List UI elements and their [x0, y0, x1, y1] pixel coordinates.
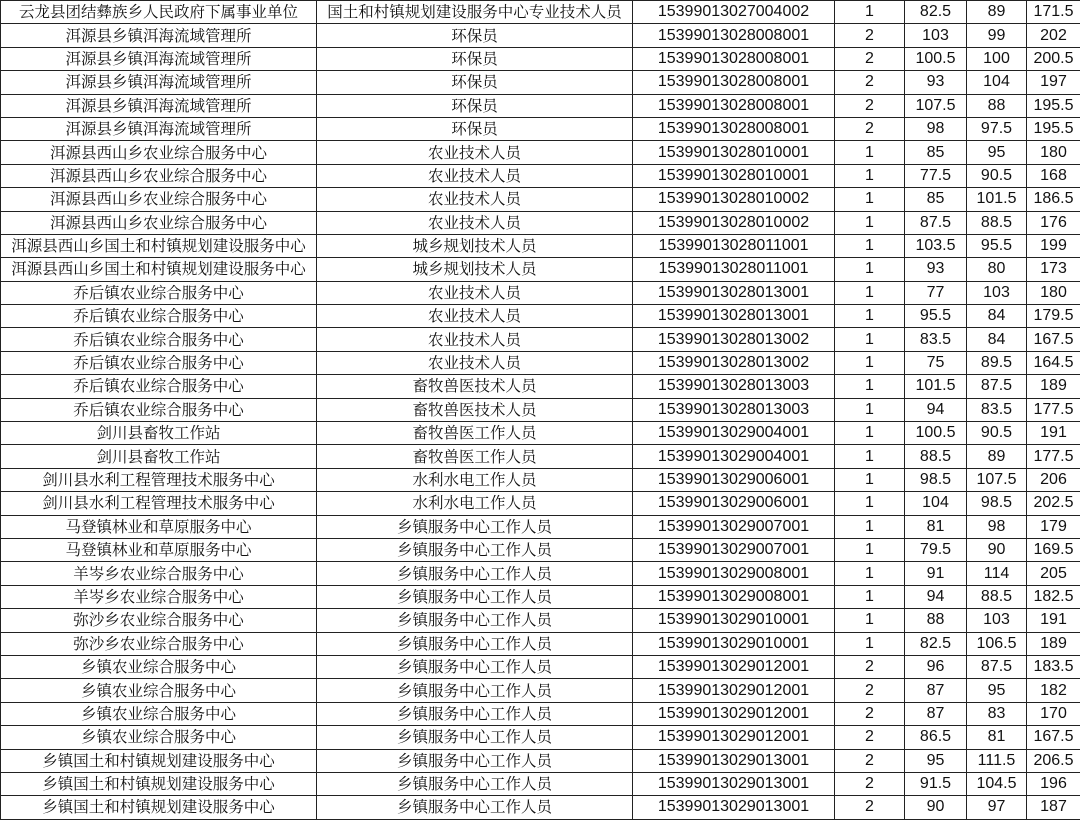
hire-count-cell: 1: [835, 538, 905, 561]
position-code-cell: 15399013029012001: [633, 702, 835, 725]
hire-count-cell: 1: [835, 258, 905, 281]
position-code-cell: 15399013028008001: [633, 94, 835, 117]
hire-count-cell: 1: [835, 188, 905, 211]
position-code-cell: 15399013028010001: [633, 164, 835, 187]
score-2-cell: 100: [967, 47, 1027, 70]
unit-name-cell: 洱源县乡镇洱海流域管理所: [1, 24, 317, 47]
total-score-cell: 196: [1027, 772, 1080, 795]
score-1-cell: 85: [905, 141, 967, 164]
table-row: [1, 47, 1080, 70]
unit-name-cell: 乡镇国土和村镇规划建设服务中心: [1, 796, 317, 819]
score-2-cell: 106.5: [967, 632, 1027, 655]
score-2-cell: 90.5: [967, 422, 1027, 445]
position-name-cell: 乡镇服务中心工作人员: [317, 562, 633, 585]
position-name-cell: 乡镇服务中心工作人员: [317, 679, 633, 702]
unit-name-cell: 乔后镇农业综合服务中心: [1, 398, 317, 421]
position-name-cell: 农业技术人员: [317, 164, 633, 187]
hire-count-cell: 1: [835, 445, 905, 468]
table-row: [1, 141, 1080, 164]
score-2-cell: 97: [967, 796, 1027, 819]
position-code-cell: 15399013028008001: [633, 71, 835, 94]
score-2-cell: 103: [967, 281, 1027, 304]
score-1-cell: 94: [905, 585, 967, 608]
table-row: [1, 562, 1080, 585]
score-2-cell: 90.5: [967, 164, 1027, 187]
score-1-cell: 95.5: [905, 305, 967, 328]
position-code-cell: 15399013028008001: [633, 24, 835, 47]
total-score-cell: 189: [1027, 632, 1080, 655]
position-name-cell: 乡镇服务中心工作人员: [317, 585, 633, 608]
total-score-cell: 182.5: [1027, 585, 1080, 608]
score-2-cell: 98.5: [967, 492, 1027, 515]
hire-count-cell: 1: [835, 515, 905, 538]
score-1-cell: 87.5: [905, 211, 967, 234]
position-code-cell: 15399013029010001: [633, 609, 835, 632]
unit-name-cell: 洱源县乡镇洱海流域管理所: [1, 94, 317, 117]
total-score-cell: 177.5: [1027, 445, 1080, 468]
position-code-cell: 15399013028011001: [633, 258, 835, 281]
table-row: [1, 398, 1080, 421]
score-1-cell: 96: [905, 655, 967, 678]
score-2-cell: 89: [967, 1, 1027, 24]
total-score-cell: 169.5: [1027, 538, 1080, 561]
unit-name-cell: 乔后镇农业综合服务中心: [1, 375, 317, 398]
total-score-cell: 167.5: [1027, 328, 1080, 351]
total-score-cell: 189: [1027, 375, 1080, 398]
position-code-cell: 15399013028011001: [633, 234, 835, 257]
hire-count-cell: 1: [835, 141, 905, 164]
total-score-cell: 180: [1027, 141, 1080, 164]
table-row: [1, 609, 1080, 632]
total-score-cell: 183.5: [1027, 655, 1080, 678]
hire-count-cell: 1: [835, 281, 905, 304]
hire-count-cell: 2: [835, 796, 905, 819]
position-name-cell: 城乡规划技术人员: [317, 258, 633, 281]
score-1-cell: 88: [905, 609, 967, 632]
table-row: [1, 772, 1080, 795]
unit-name-cell: 弥沙乡农业综合服务中心: [1, 609, 317, 632]
total-score-cell: 191: [1027, 422, 1080, 445]
score-1-cell: 103.5: [905, 234, 967, 257]
table-row: [1, 328, 1080, 351]
score-1-cell: 86.5: [905, 726, 967, 749]
unit-name-cell: 洱源县西山乡国土和村镇规划建设服务中心: [1, 258, 317, 281]
unit-name-cell: 羊岑乡农业综合服务中心: [1, 585, 317, 608]
score-2-cell: 98: [967, 515, 1027, 538]
table-row: [1, 375, 1080, 398]
position-name-cell: 畜牧兽医工作人员: [317, 422, 633, 445]
total-score-cell: 206: [1027, 468, 1080, 491]
total-score-cell: 182: [1027, 679, 1080, 702]
position-code-cell: 15399013028010002: [633, 211, 835, 234]
score-1-cell: 81: [905, 515, 967, 538]
total-score-cell: 176: [1027, 211, 1080, 234]
unit-name-cell: 乔后镇农业综合服务中心: [1, 305, 317, 328]
hire-count-cell: 1: [835, 562, 905, 585]
hire-count-cell: 1: [835, 305, 905, 328]
unit-name-cell: 乔后镇农业综合服务中心: [1, 328, 317, 351]
position-code-cell: 15399013029012001: [633, 679, 835, 702]
position-name-cell: 乡镇服务中心工作人员: [317, 609, 633, 632]
position-code-cell: 15399013029007001: [633, 538, 835, 561]
position-code-cell: 15399013029008001: [633, 562, 835, 585]
position-code-cell: 15399013029010001: [633, 632, 835, 655]
score-1-cell: 82.5: [905, 1, 967, 24]
score-2-cell: 87.5: [967, 375, 1027, 398]
position-code-cell: 15399013029007001: [633, 515, 835, 538]
score-1-cell: 103: [905, 24, 967, 47]
unit-name-cell: 洱源县西山乡农业综合服务中心: [1, 188, 317, 211]
position-name-cell: 乡镇服务中心工作人员: [317, 515, 633, 538]
table-row: [1, 422, 1080, 445]
position-name-cell: 畜牧兽医工作人员: [317, 445, 633, 468]
position-code-cell: 15399013028008001: [633, 117, 835, 140]
hire-count-cell: 2: [835, 655, 905, 678]
position-code-cell: 15399013028013002: [633, 328, 835, 351]
table-row: [1, 351, 1080, 374]
score-2-cell: 88: [967, 94, 1027, 117]
score-2-cell: 99: [967, 24, 1027, 47]
position-code-cell: 15399013029006001: [633, 492, 835, 515]
score-1-cell: 101.5: [905, 375, 967, 398]
position-code-cell: 15399013029012001: [633, 655, 835, 678]
hire-count-cell: 2: [835, 24, 905, 47]
score-1-cell: 91: [905, 562, 967, 585]
position-name-cell: 畜牧兽医技术人员: [317, 375, 633, 398]
score-2-cell: 90: [967, 538, 1027, 561]
score-1-cell: 100.5: [905, 47, 967, 70]
unit-name-cell: 云龙县团结彝族乡人民政府下属事业单位: [1, 1, 317, 24]
total-score-cell: 170: [1027, 702, 1080, 725]
unit-name-cell: 洱源县西山乡农业综合服务中心: [1, 211, 317, 234]
score-1-cell: 95: [905, 749, 967, 772]
position-name-cell: 农业技术人员: [317, 188, 633, 211]
position-name-cell: 水利水电工作人员: [317, 468, 633, 491]
score-2-cell: 95: [967, 141, 1027, 164]
unit-name-cell: 乡镇国土和村镇规划建设服务中心: [1, 749, 317, 772]
hire-count-cell: 1: [835, 609, 905, 632]
position-code-cell: 15399013028013002: [633, 351, 835, 374]
total-score-cell: 195.5: [1027, 117, 1080, 140]
position-name-cell: 乡镇服务中心工作人员: [317, 726, 633, 749]
total-score-cell: 171.5: [1027, 1, 1080, 24]
hire-count-cell: 1: [835, 164, 905, 187]
total-score-cell: 177.5: [1027, 398, 1080, 421]
score-2-cell: 87.5: [967, 655, 1027, 678]
unit-name-cell: 剑川县畜牧工作站: [1, 445, 317, 468]
hire-count-cell: 1: [835, 211, 905, 234]
position-name-cell: 乡镇服务中心工作人员: [317, 538, 633, 561]
unit-name-cell: 乔后镇农业综合服务中心: [1, 281, 317, 304]
score-1-cell: 98.5: [905, 468, 967, 491]
hire-count-cell: 2: [835, 71, 905, 94]
table-row: [1, 796, 1080, 819]
position-code-cell: 15399013029004001: [633, 445, 835, 468]
position-name-cell: 农业技术人员: [317, 281, 633, 304]
unit-name-cell: 乡镇农业综合服务中心: [1, 726, 317, 749]
score-1-cell: 90: [905, 796, 967, 819]
hire-count-cell: 1: [835, 234, 905, 257]
total-score-cell: 199: [1027, 234, 1080, 257]
score-2-cell: 114: [967, 562, 1027, 585]
position-code-cell: 15399013028013003: [633, 398, 835, 421]
position-code-cell: 15399013028013003: [633, 375, 835, 398]
score-2-cell: 97.5: [967, 117, 1027, 140]
score-2-cell: 84: [967, 305, 1027, 328]
unit-name-cell: 洱源县西山乡农业综合服务中心: [1, 164, 317, 187]
position-name-cell: 农业技术人员: [317, 351, 633, 374]
total-score-cell: 180: [1027, 281, 1080, 304]
score-2-cell: 83.5: [967, 398, 1027, 421]
unit-name-cell: 剑川县水利工程管理技术服务中心: [1, 492, 317, 515]
score-2-cell: 88.5: [967, 211, 1027, 234]
position-name-cell: 乡镇服务中心工作人员: [317, 655, 633, 678]
table-row: [1, 679, 1080, 702]
total-score-cell: 202: [1027, 24, 1080, 47]
score-1-cell: 93: [905, 258, 967, 281]
table-row: [1, 234, 1080, 257]
score-1-cell: 82.5: [905, 632, 967, 655]
score-1-cell: 88.5: [905, 445, 967, 468]
table-row: [1, 538, 1080, 561]
table-row: [1, 94, 1080, 117]
position-code-cell: 15399013028010001: [633, 141, 835, 164]
total-score-cell: 179.5: [1027, 305, 1080, 328]
hire-count-cell: 1: [835, 375, 905, 398]
unit-name-cell: 乔后镇农业综合服务中心: [1, 351, 317, 374]
hire-count-cell: 1: [835, 328, 905, 351]
position-name-cell: 水利水电工作人员: [317, 492, 633, 515]
position-name-cell: 乡镇服务中心工作人员: [317, 772, 633, 795]
table-row: [1, 211, 1080, 234]
position-code-cell: 15399013029004001: [633, 422, 835, 445]
unit-name-cell: 剑川县畜牧工作站: [1, 422, 317, 445]
position-name-cell: 农业技术人员: [317, 211, 633, 234]
table-row: [1, 655, 1080, 678]
table-row: [1, 71, 1080, 94]
hire-count-cell: 2: [835, 726, 905, 749]
hire-count-cell: 1: [835, 1, 905, 24]
score-2-cell: 95.5: [967, 234, 1027, 257]
table-row: [1, 281, 1080, 304]
score-1-cell: 104: [905, 492, 967, 515]
position-code-cell: 15399013029013001: [633, 772, 835, 795]
position-name-cell: 环保员: [317, 47, 633, 70]
score-1-cell: 77.5: [905, 164, 967, 187]
position-name-cell: 农业技术人员: [317, 305, 633, 328]
total-score-cell: 187: [1027, 796, 1080, 819]
unit-name-cell: 弥沙乡农业综合服务中心: [1, 632, 317, 655]
total-score-cell: 164.5: [1027, 351, 1080, 374]
total-score-cell: 200.5: [1027, 47, 1080, 70]
unit-name-cell: 洱源县乡镇洱海流域管理所: [1, 71, 317, 94]
score-2-cell: 83: [967, 702, 1027, 725]
score-2-cell: 95: [967, 679, 1027, 702]
table-row: [1, 749, 1080, 772]
hire-count-cell: 1: [835, 468, 905, 491]
hire-count-cell: 1: [835, 632, 905, 655]
position-name-cell: 畜牧兽医技术人员: [317, 398, 633, 421]
table-row: [1, 468, 1080, 491]
table-row: [1, 585, 1080, 608]
position-name-cell: 乡镇服务中心工作人员: [317, 702, 633, 725]
position-name-cell: 乡镇服务中心工作人员: [317, 749, 633, 772]
position-name-cell: 环保员: [317, 24, 633, 47]
position-name-cell: 乡镇服务中心工作人员: [317, 796, 633, 819]
score-1-cell: 91.5: [905, 772, 967, 795]
hire-count-cell: 1: [835, 585, 905, 608]
total-score-cell: 206.5: [1027, 749, 1080, 772]
hire-count-cell: 2: [835, 702, 905, 725]
score-1-cell: 93: [905, 71, 967, 94]
unit-name-cell: 马登镇林业和草原服务中心: [1, 515, 317, 538]
position-code-cell: 15399013028008001: [633, 47, 835, 70]
position-code-cell: 15399013028013001: [633, 281, 835, 304]
position-name-cell: 环保员: [317, 71, 633, 94]
position-name-cell: 环保员: [317, 117, 633, 140]
score-2-cell: 89.5: [967, 351, 1027, 374]
hire-count-cell: 1: [835, 422, 905, 445]
total-score-cell: 186.5: [1027, 188, 1080, 211]
table-row: [1, 445, 1080, 468]
unit-name-cell: 羊岑乡农业综合服务中心: [1, 562, 317, 585]
total-score-cell: 202.5: [1027, 492, 1080, 515]
position-code-cell: 15399013029013001: [633, 796, 835, 819]
unit-name-cell: 乡镇农业综合服务中心: [1, 655, 317, 678]
unit-name-cell: 乡镇农业综合服务中心: [1, 679, 317, 702]
total-score-cell: 191: [1027, 609, 1080, 632]
score-2-cell: 80: [967, 258, 1027, 281]
total-score-cell: 173: [1027, 258, 1080, 281]
hire-count-cell: 2: [835, 117, 905, 140]
score-2-cell: 89: [967, 445, 1027, 468]
score-1-cell: 100.5: [905, 422, 967, 445]
score-1-cell: 79.5: [905, 538, 967, 561]
table-row: [1, 515, 1080, 538]
hire-count-cell: 1: [835, 351, 905, 374]
position-name-cell: 乡镇服务中心工作人员: [317, 632, 633, 655]
score-2-cell: 111.5: [967, 749, 1027, 772]
hire-count-cell: 2: [835, 749, 905, 772]
total-score-cell: 168: [1027, 164, 1080, 187]
total-score-cell: 195.5: [1027, 94, 1080, 117]
total-score-cell: 179: [1027, 515, 1080, 538]
total-score-cell: 205: [1027, 562, 1080, 585]
unit-name-cell: 剑川县水利工程管理技术服务中心: [1, 468, 317, 491]
position-code-cell: 15399013029013001: [633, 749, 835, 772]
hire-count-cell: 1: [835, 492, 905, 515]
position-code-cell: 15399013028010002: [633, 188, 835, 211]
hire-count-cell: 1: [835, 398, 905, 421]
score-1-cell: 77: [905, 281, 967, 304]
score-1-cell: 83.5: [905, 328, 967, 351]
hire-count-cell: 2: [835, 679, 905, 702]
table-row: [1, 726, 1080, 749]
score-2-cell: 81: [967, 726, 1027, 749]
unit-name-cell: 洱源县西山乡农业综合服务中心: [1, 141, 317, 164]
unit-name-cell: 洱源县乡镇洱海流域管理所: [1, 47, 317, 70]
position-name-cell: 农业技术人员: [317, 328, 633, 351]
unit-name-cell: 乡镇农业综合服务中心: [1, 702, 317, 725]
table-row: [1, 164, 1080, 187]
table-row: [1, 117, 1080, 140]
hire-count-cell: 2: [835, 47, 905, 70]
position-name-cell: 农业技术人员: [317, 141, 633, 164]
table-row: [1, 492, 1080, 515]
position-code-cell: 15399013029006001: [633, 468, 835, 491]
score-1-cell: 87: [905, 702, 967, 725]
table-row: [1, 305, 1080, 328]
score-2-cell: 101.5: [967, 188, 1027, 211]
unit-name-cell: 洱源县西山乡国土和村镇规划建设服务中心: [1, 234, 317, 257]
score-1-cell: 98: [905, 117, 967, 140]
table-row: [1, 258, 1080, 281]
score-2-cell: 104.5: [967, 772, 1027, 795]
table-row: [1, 188, 1080, 211]
score-2-cell: 84: [967, 328, 1027, 351]
score-2-cell: 104: [967, 71, 1027, 94]
score-1-cell: 94: [905, 398, 967, 421]
hire-count-cell: 2: [835, 94, 905, 117]
total-score-cell: 167.5: [1027, 726, 1080, 749]
position-name-cell: 国土和村镇规划建设服务中心专业技术人员: [317, 1, 633, 24]
score-2-cell: 103: [967, 609, 1027, 632]
position-name-cell: 环保员: [317, 94, 633, 117]
score-2-cell: 107.5: [967, 468, 1027, 491]
table-row: [1, 1, 1080, 24]
unit-name-cell: 马登镇林业和草原服务中心: [1, 538, 317, 561]
position-code-cell: 15399013027004002: [633, 1, 835, 24]
position-code-cell: 15399013029012001: [633, 726, 835, 749]
unit-name-cell: 洱源县乡镇洱海流域管理所: [1, 117, 317, 140]
hire-count-cell: 2: [835, 772, 905, 795]
score-1-cell: 85: [905, 188, 967, 211]
score-1-cell: 87: [905, 679, 967, 702]
position-code-cell: 15399013029008001: [633, 585, 835, 608]
score-1-cell: 75: [905, 351, 967, 374]
score-2-cell: 88.5: [967, 585, 1027, 608]
table-row: [1, 702, 1080, 725]
table-row: [1, 24, 1080, 47]
position-code-cell: 15399013028013001: [633, 305, 835, 328]
position-name-cell: 城乡规划技术人员: [317, 234, 633, 257]
total-score-cell: 197: [1027, 71, 1080, 94]
table-row: [1, 632, 1080, 655]
score-1-cell: 107.5: [905, 94, 967, 117]
unit-name-cell: 乡镇国土和村镇规划建设服务中心: [1, 772, 317, 795]
